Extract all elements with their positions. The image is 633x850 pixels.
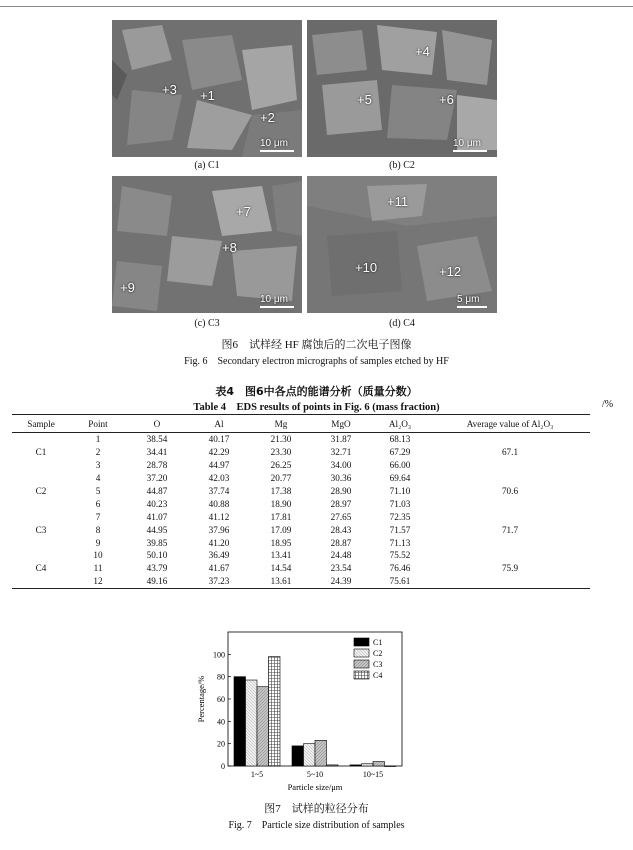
point-label: +2 (260, 110, 275, 125)
table-cell-point: 2 (95, 447, 101, 458)
bar-c4 (385, 766, 397, 767)
scale-bar (453, 138, 487, 152)
point-label: +8 (222, 240, 237, 255)
table-cell-o: 28.78 (146, 460, 168, 471)
panel-caption: (d) C4 (389, 318, 415, 329)
table4-unit: /% (602, 399, 614, 410)
header-rule (0, 6, 633, 7)
table-cell-sample: C2 (35, 486, 47, 496)
scale-bar (260, 138, 294, 152)
legend-label-c1: C1 (373, 638, 383, 647)
legend-swatch-c3 (354, 660, 369, 668)
table-cell-al: 42.29 (208, 447, 230, 458)
table-cell-mg: 17.38 (270, 486, 292, 496)
table-cell-sample (12, 510, 70, 523)
table-cell-al2o3: 75.52 (389, 550, 411, 561)
y-tick-label: 80 (217, 672, 225, 682)
table-cell-o: 40.23 (146, 498, 168, 509)
table-cell-mg: 14.54 (270, 563, 292, 574)
table-cell-point: 3 (95, 460, 101, 471)
bar-c2 (362, 764, 374, 766)
table-cell-al2o3: 75.61 (370, 575, 430, 588)
figure6-caption-en: Fig. 6 Secondary electron micrographs of samples etched by HF (184, 356, 449, 367)
bar-c2 (304, 744, 316, 766)
table-cell-mg: 13.41 (270, 550, 292, 561)
micrograph-c3 (112, 176, 302, 313)
table-row (12, 549, 590, 562)
table-cell-avg (430, 472, 590, 485)
table-cell-sample (12, 497, 70, 510)
table-cell-o: 39.85 (146, 537, 168, 548)
point-label: +3 (162, 82, 177, 97)
scale-bar-label: 10 μm (453, 138, 481, 149)
table-cell-al: 40.17 (208, 434, 230, 445)
table-cell-mgo: 28.90 (330, 486, 352, 496)
table-cell-point: 11 (93, 563, 103, 574)
table-cell-sample (12, 549, 70, 562)
legend-label-c4: C4 (373, 671, 383, 680)
table-cell-al2o3: 71.13 (389, 537, 411, 548)
table-cell-al2o3: 68.13 (389, 434, 411, 445)
table-cell-o: 50.10 (146, 550, 168, 561)
bar-c3 (373, 762, 385, 766)
table-cell-point: 1 (95, 434, 101, 445)
legend-label-c3: C3 (373, 660, 383, 669)
table-cell-sample (12, 536, 70, 549)
y-tick-label: 100 (213, 650, 225, 660)
header-al2o3: Al₂O₃ (370, 415, 430, 433)
bar-c4 (269, 657, 281, 766)
table-row (12, 485, 590, 498)
point-label: +6 (439, 92, 454, 107)
table-cell-al: 37.23 (188, 575, 250, 588)
scale-bar (260, 294, 294, 308)
table-cell-mgo: 30.36 (330, 473, 352, 484)
scale-bar-label: 5 μm (457, 294, 480, 305)
table-cell-mg: 21.30 (270, 434, 292, 445)
table-cell-o: 41.07 (146, 511, 168, 522)
bar-c4 (327, 765, 339, 766)
table-cell-mgo: 31.87 (330, 434, 352, 445)
point-label: +9 (120, 280, 135, 295)
table-cell-al2o3: 69.64 (389, 473, 411, 484)
table-cell-o: 34.41 (146, 447, 168, 458)
panel-caption: (c) C3 (194, 318, 220, 329)
header-average: Average value of Al₂O₃ (430, 415, 590, 433)
table-cell-al: 36.49 (208, 550, 230, 561)
eds-table (12, 414, 590, 589)
bar-c2 (246, 680, 258, 766)
legend-swatch-c1 (354, 638, 369, 646)
table-cell-mg: 23.30 (270, 447, 292, 458)
legend-swatch-c2 (354, 649, 369, 657)
table-row (12, 446, 590, 459)
figure6-caption-cn: 图6 试样经 HF 腐蚀后的二次电子图像 (221, 339, 412, 351)
micrograph-c4 (307, 176, 497, 313)
table-cell-mgo: 24.48 (330, 550, 352, 561)
table-cell-sample (12, 459, 70, 472)
table-row (12, 536, 590, 549)
header-sample: Sample (12, 415, 70, 433)
scale-bar-label: 10 μm (260, 138, 288, 149)
table-cell-avg: 67.1 (501, 447, 519, 458)
table-cell-al: 44.97 (208, 460, 230, 471)
point-label: +4 (415, 44, 430, 59)
table-cell-o: 37.20 (146, 473, 168, 484)
table-row (12, 562, 590, 575)
table-cell-avg (430, 536, 590, 549)
y-tick-label: 20 (217, 739, 225, 749)
legend-swatch-c4 (354, 671, 369, 679)
table-cell-o: 49.16 (126, 575, 188, 588)
table-cell-mg: 17.09 (270, 524, 292, 535)
table-cell-avg (430, 497, 590, 510)
table-cell-avg (430, 459, 590, 472)
point-label: +12 (439, 264, 462, 279)
table-cell-avg (430, 433, 590, 446)
y-tick-label: 0 (221, 762, 225, 771)
particle-size-chart (192, 626, 422, 798)
point-label: +11 (387, 194, 409, 209)
legend-label-c2: C2 (373, 649, 383, 658)
header-al: Al (188, 415, 250, 433)
y-tick-label: 40 (217, 717, 225, 727)
x-tick-label: 10~15 (362, 770, 384, 779)
table-cell-al: 42.03 (208, 473, 230, 484)
table-cell-sample (12, 472, 70, 485)
table-cell-al2o3: 71.57 (389, 524, 411, 535)
table-cell-o: 38.54 (146, 434, 168, 445)
table-cell-al: 41.12 (208, 511, 230, 522)
table-cell-point: 10 (93, 550, 103, 561)
table-cell-o: 44.87 (146, 486, 168, 496)
x-axis-label: Particle size/μm (287, 782, 343, 792)
bar-c1 (292, 746, 304, 766)
table-cell-point: 5 (95, 486, 101, 496)
table-cell-al2o3: 71.03 (389, 498, 411, 509)
table-row (12, 575, 590, 588)
header-o: O (126, 415, 188, 433)
point-label: +1 (200, 88, 215, 103)
table-row (12, 523, 590, 536)
table-cell-mg: 26.25 (270, 460, 292, 471)
table-cell-sample (12, 433, 70, 446)
scale-bar (457, 294, 487, 308)
table-cell-point: 6 (95, 498, 101, 509)
table-cell-point: 8 (95, 524, 101, 535)
table-cell-avg: 75.9 (501, 563, 519, 574)
table-cell-mg: 17.81 (270, 511, 292, 522)
table-cell-mg: 18.95 (270, 537, 292, 548)
header-point: Point (70, 415, 126, 433)
bar-chart-svg (192, 626, 422, 798)
table-cell-avg (430, 575, 590, 588)
x-tick-label: 1~5 (250, 770, 264, 779)
table-cell-o: 44.95 (146, 524, 168, 535)
table-cell-sample: C3 (35, 524, 47, 535)
table-cell-o: 43.79 (146, 563, 168, 574)
figure7-caption-cn: 图7 试样的粒径分布 (264, 803, 369, 815)
table-cell-al: 37.96 (208, 524, 230, 535)
micrograph-c2 (307, 20, 497, 157)
table-cell-point: 4 (95, 473, 101, 484)
table-row (12, 510, 590, 523)
table-cell-mg: 13.61 (250, 575, 312, 588)
table-cell-al2o3: 72.35 (389, 511, 411, 522)
table-cell-al: 37.74 (208, 486, 230, 496)
table-cell-mgo: 23.54 (330, 563, 352, 574)
point-label: +10 (355, 260, 378, 275)
table-cell-avg (430, 510, 590, 523)
table-cell-al2o3: 66.00 (389, 460, 411, 471)
table-cell-al2o3: 71.10 (389, 486, 411, 496)
point-label: +7 (236, 204, 251, 219)
table-row (12, 433, 590, 446)
table-cell-mgo: 28.87 (330, 537, 352, 548)
figure7-caption-en: Fig. 7 Particle size distribution of samples (228, 820, 405, 831)
table-cell-al: 41.20 (208, 537, 230, 548)
table-cell-mgo: 34.00 (330, 460, 352, 471)
table-cell-avg: 70.6 (501, 486, 519, 496)
table-cell-mgo: 27.65 (330, 511, 352, 522)
table-row (12, 459, 590, 472)
scale-bar-label: 10 μm (260, 294, 288, 305)
table4-title-en: Table 4 EDS results of points in Fig. 6 (mass fraction) (193, 402, 440, 413)
table-cell-mgo: 24.39 (312, 575, 370, 588)
bar-c3 (315, 740, 327, 766)
table-cell-al: 40.88 (208, 498, 230, 509)
bar-c1 (350, 765, 362, 766)
bar-c3 (257, 687, 269, 766)
table-row (12, 497, 590, 510)
micrograph-c1 (112, 20, 302, 157)
table4-title-cn: 表4 图6中各点的能谱分析（质量分数） (215, 385, 418, 398)
panel-caption: (a) C1 (194, 160, 220, 171)
table-cell-point: 12 (70, 575, 126, 588)
table-header-row (12, 415, 590, 433)
table-cell-avg (430, 549, 590, 562)
bar-c1 (234, 677, 246, 766)
table-cell-al: 41.67 (208, 563, 230, 574)
y-axis-label: Percentage/% (196, 675, 206, 723)
table-cell-sample: C1 (35, 447, 47, 458)
table-cell-mgo: 28.43 (330, 524, 352, 535)
table-cell-al2o3: 67.29 (389, 447, 411, 458)
table-row (12, 472, 590, 485)
table-cell-mg: 18.90 (270, 498, 292, 509)
header-mg: Mg (250, 415, 312, 433)
table-cell-point: 7 (95, 511, 101, 522)
x-tick-label: 5~10 (306, 770, 324, 779)
table-cell-sample: C4 (35, 563, 47, 574)
table-cell-avg: 71.7 (501, 524, 519, 535)
y-tick-label: 60 (217, 695, 225, 704)
table-cell-sample (12, 575, 70, 588)
table-cell-mgo: 28.97 (330, 498, 352, 509)
table-cell-al2o3: 76.46 (389, 563, 411, 574)
header-mgo: MgO (312, 415, 370, 433)
table-cell-mgo: 32.71 (330, 447, 352, 458)
table-cell-point: 9 (95, 537, 101, 548)
panel-caption: (b) C2 (389, 160, 415, 171)
table-cell-mg: 20.77 (270, 473, 292, 484)
point-label: +5 (357, 92, 372, 107)
